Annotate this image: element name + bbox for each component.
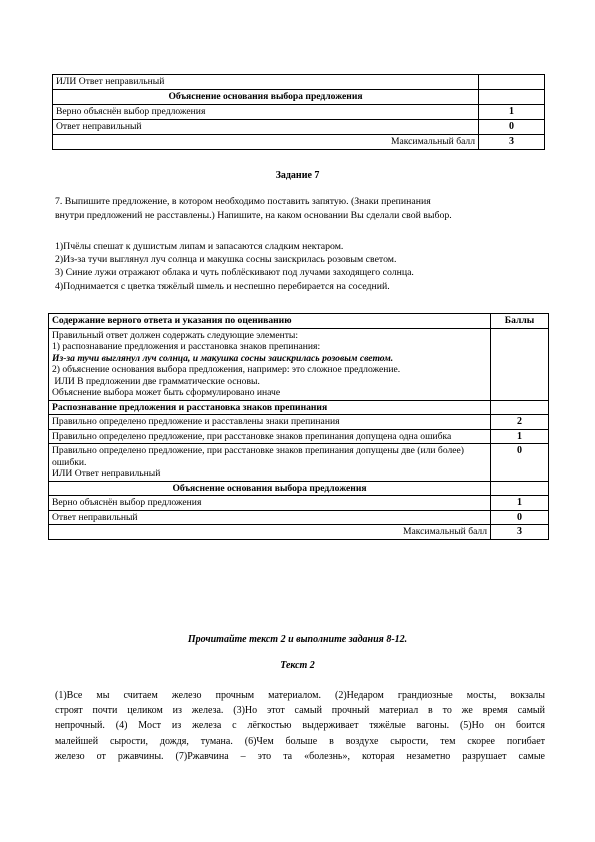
table-score-top [52,74,545,150]
table-row [49,429,549,444]
table-row [49,525,549,540]
score-cell: 1 [479,105,545,120]
option-item: 4)Поднимается с цветка тяжёлый шмель и неспешно перебирается на соседний. [55,280,390,292]
table-row [49,510,549,525]
table-cell: Верно объяснён выбор предложения [49,496,491,511]
table-cell: Ответ неправильный [49,510,491,525]
empty-cell [479,90,545,105]
option-item: 2)Из-за тучи выглянул луч солнца и макушка сосны заискрилась розовым светом. [55,254,397,266]
score-cell: 0 [479,120,545,135]
section-header: Распознавание предложения и расстановка знаков препинания [49,400,491,415]
table-cell [49,444,491,482]
table-cell: ИЛИ Ответ неправильный [53,75,479,90]
text-line: малейшей сырости, дождя, тумана. (6)Чем больше в воздухе сырости, тем скорее погибает [55,735,545,747]
answer-line: Объяснение выбора может быть сформулировано иначе [52,387,281,398]
score-cell: 0 [491,444,549,482]
answer-line: 1) распознавание предложения и расстановка знаков препинания: [52,341,321,352]
table-header-row [49,314,549,329]
task-prompt [55,195,555,222]
option-item: 3) Синие лужи отражают облака и чуть поблёскивают под лучами заходящего солнца. [55,267,414,279]
text-body [55,688,545,764]
table-row [53,105,545,120]
text-instruction: Прочитайте текст 2 и выполните задания 8-12. [187,634,408,645]
score-cell: 1 [491,496,549,511]
max-score-value: 3 [479,135,545,150]
answer-line: Правильный ответ должен содержать следующие элементы: [52,329,299,341]
section-header: Объяснение основания выбора предложения [49,481,491,496]
text-line: железо от ржавчины. (7)Ржавчина – это та «болезнь», которая незаметно разрушает самые [55,750,545,762]
text-line: строят почти целиком из железа. (3)Но этот самый прочный материал в то же время самый [55,705,545,717]
score-cell: 1 [491,429,549,444]
cell-line: ИЛИ Ответ неправильный [52,468,161,479]
empty-cell [491,400,549,415]
table-row [49,400,549,415]
table-cell: Правильно определено предложение, при расстановке знаков препинания допущена одна ошибка [49,429,491,444]
answer-example: Из-за тучи выглянул луч солнца, и макушка сосны заискрилась розовым светом. [52,352,394,364]
table-cell: Правильно определено предложение и расставлены знаки препинания [49,415,491,430]
table-row [53,75,545,90]
task-options [55,240,555,293]
answer-line: 2) объяснение основания выбора предложения, например: это сложное предложение. [52,364,401,375]
table-row [49,481,549,496]
answer-line: ИЛИ В предложении две грамматические основы. [52,375,260,387]
cell-line: Правильно определено предложение, при расстановке знаков препинания допущены две (или более) ошибки. [52,445,464,468]
table-cell: Ответ неправильный [53,120,479,135]
table-row [49,328,549,400]
score-cell [479,75,545,90]
table-row [53,120,545,135]
header-content: Содержание верного ответа и указания по оцениванию [49,314,491,329]
task-prompt-line: 7. Выпишите предложение, в котором необходимо поставить запятую. (Знаки препинания [55,196,431,207]
max-score-label: Максимальный балл [53,135,479,150]
text-title: Текст 2 [280,660,315,671]
section-header: Объяснение основания выбора предложения [53,90,479,105]
option-item: 1)Пчёлы спешат к душистым липам и запасаются сладким нектаром. [55,241,344,252]
answer-cell [49,328,491,400]
table-scoring [48,313,549,540]
task-title: Задание 7 [275,170,320,181]
task-prompt-line: внутри предложений не расставлены.) Напишите, на каком основании Вы сделали свой выбор. [55,209,452,221]
empty-cell [491,481,549,496]
text-line: (1)Все мы считаем железо прочным материалом. (2)Недаром грандиозные мосты, вокзалы [55,690,545,701]
empty-cell [491,328,549,400]
table-row [49,415,549,430]
table-row [53,90,545,105]
max-score-label: Максимальный балл [49,525,491,540]
max-score-value: 3 [491,525,549,540]
score-cell: 0 [491,510,549,525]
table-row [53,135,545,150]
table-cell: Верно объяснён выбор предложения [53,105,479,120]
score-cell: 2 [491,415,549,430]
header-score: Баллы [491,314,549,329]
table-row [49,444,549,482]
table-row [49,496,549,511]
text-line: непрочный. (4) Мост из железа с лёгкостью выдерживает тяжёлые вагоны. (5)Но он боится [55,720,545,732]
